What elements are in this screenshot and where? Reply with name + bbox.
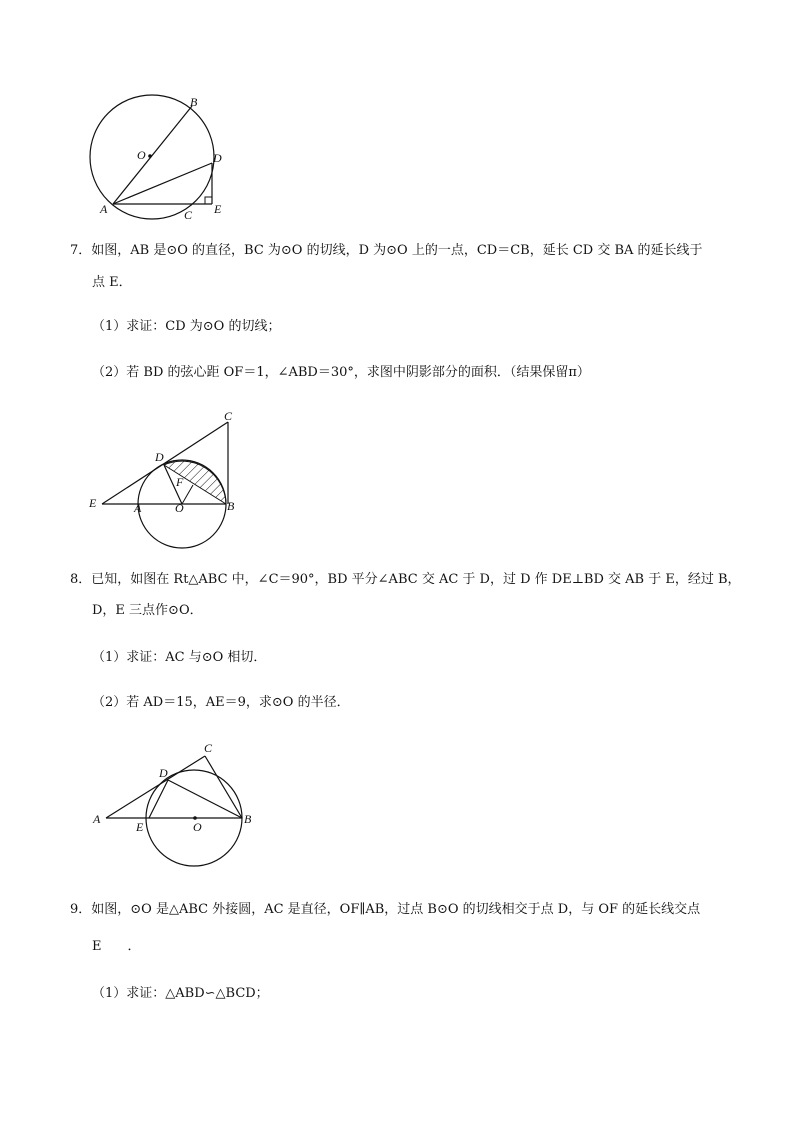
label-B: B <box>227 499 235 513</box>
q7-part2: （2）若 BD 的弦心距 OF＝1，∠ABD＝30°，求图中阴影部分的面积．（结果保留π） <box>92 365 590 380</box>
label-D: D <box>155 450 164 464</box>
label-E: E <box>136 820 144 834</box>
q8-stem-line2: D，E 三点作⊙O． <box>92 603 203 618</box>
label-B: B <box>244 812 252 826</box>
label-F: F <box>176 475 184 489</box>
label-O: O <box>193 820 202 834</box>
q9-part1: （1）求证：△ABD∽△BCD； <box>92 986 269 1001</box>
label-E: E <box>214 202 222 216</box>
figure-shaded-segment <box>85 405 245 540</box>
label-C: C <box>184 208 193 222</box>
label-O: O <box>175 501 184 515</box>
label-E: E <box>89 496 97 510</box>
q8-stem-line1: 8．已知，如图在 Rt△ABC 中，∠C＝90°，BD 平分∠ABC 交 AC 于 D，过 D 作 DE⊥BD 交 AB 于 E，经过 B， <box>70 572 741 587</box>
q9-stem-line2: E ． <box>92 939 141 954</box>
q8-part1: （1）求证：AC 与⊙O 相切． <box>92 650 267 665</box>
label-C: C <box>204 741 213 755</box>
figure-triangle-circle <box>90 738 260 873</box>
q7-stem-line2: 点 E． <box>92 275 132 290</box>
label-A: A <box>100 202 108 216</box>
label-B: B <box>190 95 198 109</box>
label-A: A <box>134 501 142 515</box>
label-D: D <box>213 151 222 165</box>
label-C: C <box>224 409 233 423</box>
q8-part2: （2）若 AD＝15，AE＝9，求⊙O 的半径． <box>92 695 350 710</box>
q7-part1: （1）求证：CD 为⊙O 的切线； <box>92 319 281 334</box>
label-D: D <box>159 766 168 780</box>
label-A: A <box>93 812 101 826</box>
q7-stem-line1: 7．如图，AB 是⊙O 的直径，BC 为⊙O 的切线，D 为⊙O 上的一点，CD＝CB，延长 CD 交 BA 的延长线于 <box>70 243 703 258</box>
figure-circle-tangent <box>80 90 240 225</box>
q9-stem-line1: 9．如图，⊙O 是△ABC 外接圆，AC 是直径，OF∥AB，过点 B⊙O 的切线相交于点 D，与 OF 的延长线交点 <box>70 902 701 917</box>
label-O: O <box>137 148 146 162</box>
